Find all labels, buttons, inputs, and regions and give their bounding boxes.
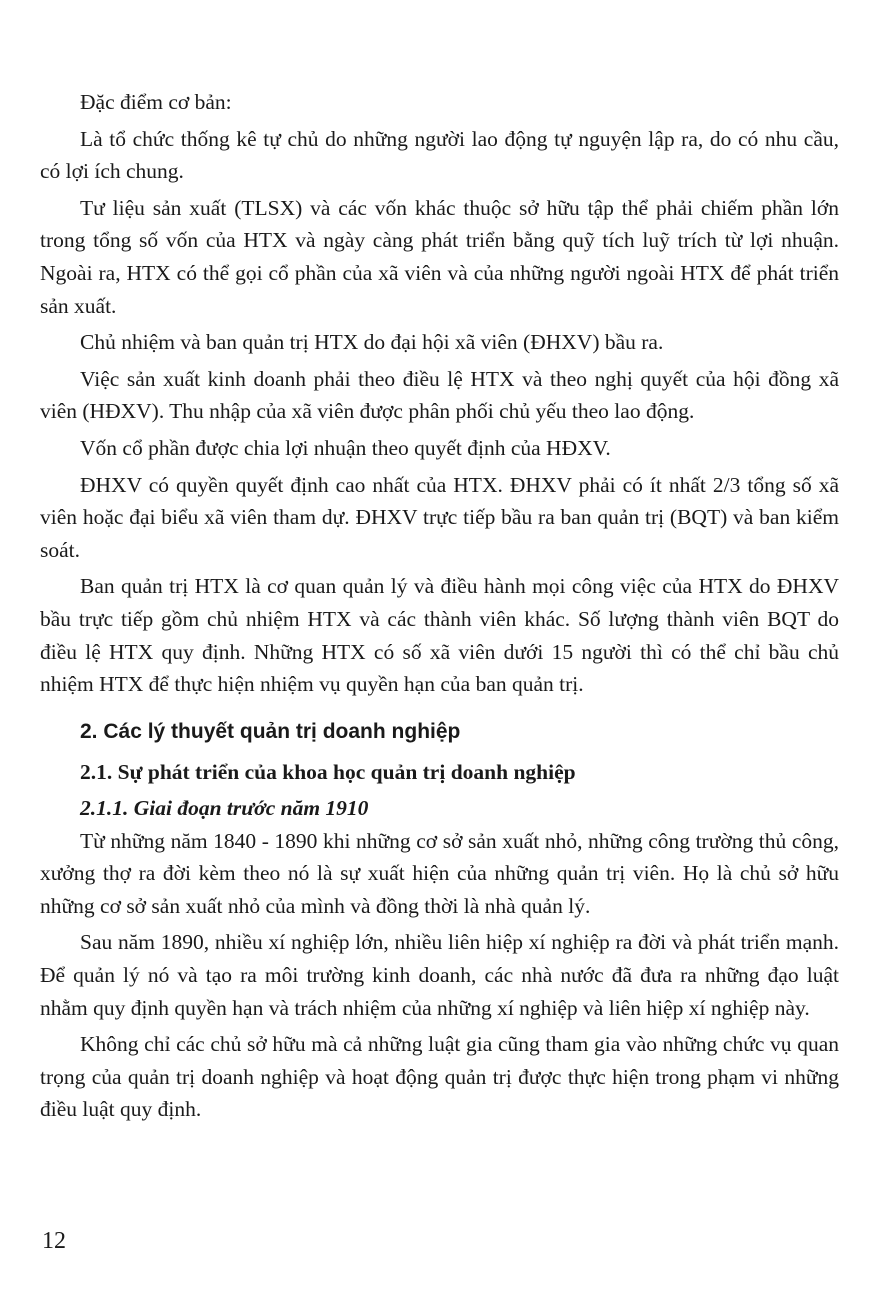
paragraph-means-of-production: Tư liệu sản xuất (TLSX) và các vốn khác thuộc sở hữu tập thể phải chiếm phần lớn trong tổng số vốn của HTX và ngày càng phát triển bằng quỹ tích luỹ trích từ lợi nhuận. Ngoài ra, HTX có thể gọi cổ phần của xã viên và của những người ngoài HTX để phát triển sản xuất. — [40, 195, 839, 318]
page-number: 12 — [42, 1228, 66, 1254]
section-heading-2: 2. Các lý thuyết quản trị doanh nghiệp — [80, 719, 461, 743]
paragraph-basic-features-label: Đặc điểm cơ bản: — [80, 90, 232, 114]
paragraph-general-assembly: ĐHXV có quyền quyết định cao nhất của HTX. ĐHXV phải có ít nhất 2/3 tổng số xã viên hoặc đại biểu xã viên tham dự. ĐHXV trực tiếp bầu ra ban quản trị (BQT) và ban kiểm soát. — [40, 472, 839, 562]
paragraph-management-board: Ban quản trị HTX là cơ quan quản lý và điều hành mọi công việc của HTX do ĐHXV bầu trực tiếp gồm chủ nhiệm HTX và các thành viên khác. Số lượng thành viên BQT do điều lệ HTX quy định. Những HTX có số xã viên dưới 15 người thì có thể chỉ bầu chủ nhiệm HTX để thực hiện nhiệm vụ quyền hạn của ban quản trị. — [40, 574, 839, 697]
paragraph-1840-1890: Từ những năm 1840 - 1890 khi những cơ sở sản xuất nhỏ, những công trường thủ công, xưởng thợ ra đời kèm theo nó là sự xuất hiện của những quản trị viên. Họ là chủ sở hữu những cơ sở sản xuất nhỏ của mình và đồng thời là nhà quản lý. — [40, 828, 839, 918]
section-heading-2-1-1: 2.1.1. Giai đoạn trước năm 1910 — [80, 795, 369, 820]
section-heading-2-1: 2.1. Sự phát triển của khoa học quản trị doanh nghiệp — [80, 759, 576, 784]
paragraph-share-capital: Vốn cổ phần được chia lợi nhuận theo quyết định của HĐXV. — [80, 435, 611, 460]
paragraph-business-rules: Việc sản xuất kinh doanh phải theo điều lệ HTX và theo nghị quyết của hội đồng xã viên (HĐXV). Thu nhập của xã viên được phân phối chủ yếu theo lao động. — [40, 366, 839, 424]
paragraph-lawyers: Không chỉ các chủ sở hữu mà cả những luật gia cũng tham gia vào những chức vụ quan trọng của quản trị doanh nghiệp và hoạt động quản trị được thực hiện trong phạm vi những điều luật quy định. — [40, 1032, 839, 1122]
paragraph-definition: Là tổ chức thống kê tự chủ do những người lao động tự nguyện lập ra, do có nhu cầu, có lợi ích chung. — [40, 126, 839, 184]
paragraph-after-1890: Sau năm 1890, nhiều xí nghiệp lớn, nhiều liên hiệp xí nghiệp ra đời và phát triển mạnh. Để quản lý nó và tạo ra môi trường kinh doanh, các nhà nước đã đưa ra những đạo luật nhằm quy định quyền hạn và trách nhiệm của những xí nghiệp và liên hiệp xí nghiệp này. — [40, 930, 839, 1020]
paragraph-chairman: Chủ nhiệm và ban quản trị HTX do đại hội xã viên (ĐHXV) bầu ra. — [80, 330, 664, 355]
